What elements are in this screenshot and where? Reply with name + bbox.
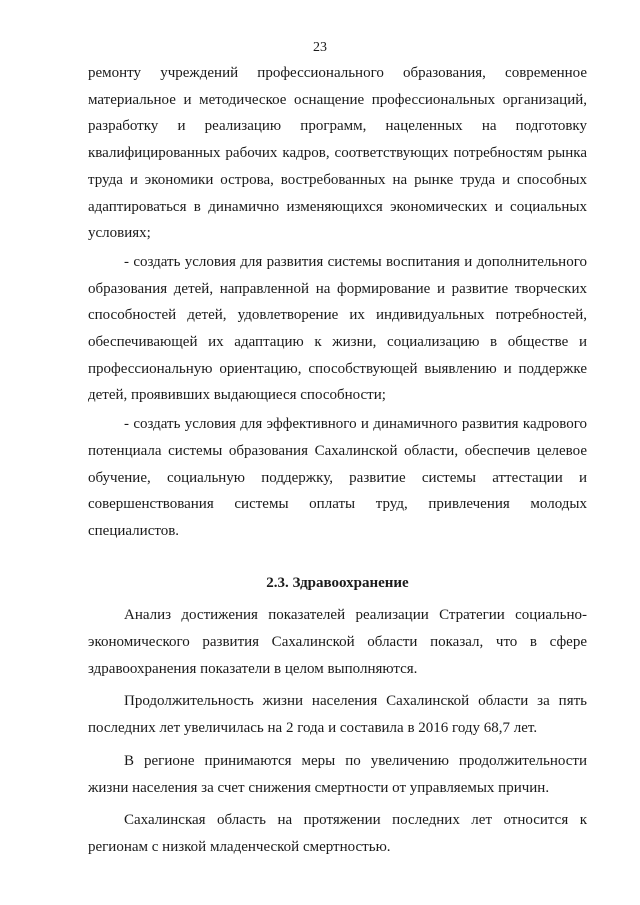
section-paragraph-analysis: Анализ достижения показателей реализации Стратегии социально-экономического развития Сахалинской области показал, что в сфере здравоохранения показатели в целом выполняются. [88,607,587,677]
bullet-paragraph-upbringing: - создать условия для развития системы воспитания и дополнительного образования детей, направленной на формирование и развитие творческих способностей детей, удовлетворение их индивидуальных потребностей, обеспечивающей их адаптацию к жизни, социализацию в обществе и профессиональную ориентацию, способствующей выявлению и поддержке детей, проявивших выдающиеся способности; [88,253,587,404]
paragraph-continuation: ремонту учреждений профессионального образования, современное материальное и методическое оснащение профессиональных организаций, разработку и реализацию программ, нацеленных на подготовку квалифицированных рабочих кадров, соответствующих потребностям рынка труда и экономики острова, востребованных на рынке труда и способных адаптироваться в динамично изменяющихся экономических и социальных условиях; [88,65,587,242]
section-heading: 2.3. Здравоохранение [266,574,409,591]
section-paragraph-measures: В регионе принимаются меры по увеличению продолжительности жизни населения за счет снижения смертности от управляемых причин. [88,752,587,796]
section-paragraph-life-expectancy: Продолжительность жизни населения Сахалинской области за пять последних лет увеличилась на 2 года и составила в 2016 году 68,7 лет. [88,693,587,737]
document-body [88,60,587,867]
bullet-paragraph-personnel: - создать условия для эффективного и динамичного развития кадрового потенциала системы образования Сахалинской области, обеспечив целевое обучение, социальную поддержку, развитие системы аттестации и совершенствования системы оплаты труд, привлечения молодых специалистов. [88,416,587,539]
page-number: 23 [313,40,327,55]
section-body [88,602,587,860]
section-paragraph-infant-mortality: Сахалинская область на протяжении последних лет относится к регионам с низкой младенческой смертностью. [88,812,587,855]
